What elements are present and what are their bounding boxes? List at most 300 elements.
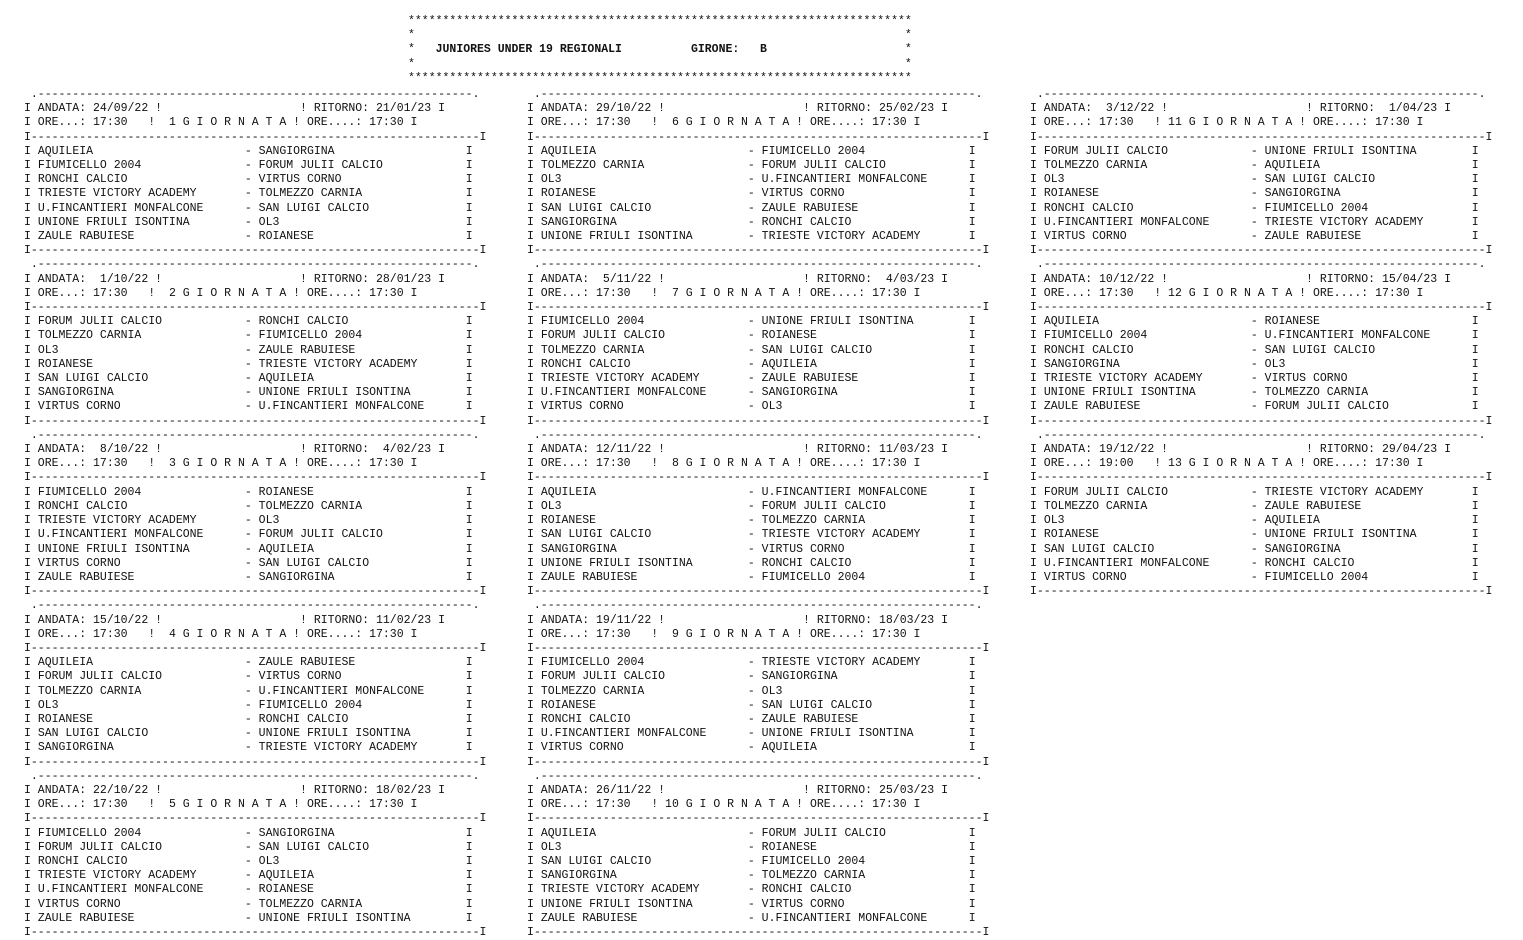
ritorno-date: 29/04/23 [1381, 443, 1438, 457]
away-team: VIRTUS CORNO [258, 173, 459, 187]
andata-date: 1/10/22 [99, 272, 149, 286]
home-team: SANGIORGINA [540, 542, 748, 556]
home-team: SANGIORGINA [37, 386, 245, 400]
match-row: SANGIORGINA - RONCHI CALCIO [540, 215, 962, 229]
away-team: OL3 [761, 684, 962, 698]
match-row: RONCHI CALCIO - OL3 [37, 854, 459, 868]
home-team: OL3 [37, 698, 245, 712]
round-1: .---------------------------------------------------------------. I ANDATA: 24/09/22 ! ! RITORNO: 21/01/23 I I ORE...: 17:30 ! 1 G I O R N A T A ! ORE....: 17:30 I I-----------------------------------------------------------------I I AQUILEIA - SANGIORGINA I I FIUMICELLO 2004 - FORUM JULII CALCIO I I RONCHI CALCIO - VIRTUS CORNO I I TRIESTE VICTORY ACADEMY - TOLMEZZO CARNIA I I U.FINCANTIERI MONFALCONE - SAN LUIGI CALCIO I I UNIONE FRIULI ISONTINA - OL3 I I ZAULE RABUIESE - ROIANESE I I-----------------------------------------------------------------I [24, 88, 487, 258]
home-team: RONCHI CALCIO [1043, 201, 1251, 215]
home-team: OL3 [540, 499, 748, 513]
match-row: U.FINCANTIERI MONFALCONE - UNIONE FRIULI ISONTINA [540, 727, 962, 741]
home-team: U.FINCANTIERI MONFALCONE [37, 201, 245, 215]
ore-andata: 17:30 [596, 286, 631, 300]
away-team: FORUM JULII CALCIO [258, 159, 459, 173]
home-team: RONCHI CALCIO [1043, 343, 1251, 357]
match-row: ROIANESE - RONCHI CALCIO [37, 712, 459, 726]
home-team: UNIONE FRIULI ISONTINA [540, 897, 748, 911]
match-row: FORUM JULII CALCIO - SAN LUIGI CALCIO [37, 840, 459, 854]
match-row: SANGIORGINA - UNIONE FRIULI ISONTINA [37, 386, 459, 400]
home-team: FIUMICELLO 2004 [540, 315, 748, 329]
ore-ritorno: 17:30 [872, 798, 907, 812]
away-team: FIUMICELLO 2004 [761, 144, 962, 158]
home-team: FORUM JULII CALCIO [1043, 144, 1251, 158]
away-team: UNIONE FRIULI ISONTINA [761, 315, 962, 329]
ore-ritorno: 17:30 [872, 627, 907, 641]
home-team: FIUMICELLO 2004 [540, 656, 748, 670]
ritorno-date: 28/01/23 [375, 272, 432, 286]
away-team: ZAULE RABUIESE [761, 372, 962, 386]
match-row: TOLMEZZO CARNIA - AQUILEIA [1043, 159, 1465, 173]
away-team: FORUM JULII CALCIO [761, 826, 962, 840]
away-team: SAN LUIGI CALCIO [258, 556, 459, 570]
away-team: VIRTUS CORNO [1264, 372, 1465, 386]
home-team: ROIANESE [540, 187, 748, 201]
away-team: SAN LUIGI CALCIO [258, 201, 459, 215]
away-team: SANGIORGINA [1264, 542, 1465, 556]
match-row: FIUMICELLO 2004 - SANGIORGINA [37, 826, 459, 840]
match-row: UNIONE FRIULI ISONTINA - VIRTUS CORNO [540, 897, 962, 911]
away-team: SAN LUIGI CALCIO [1264, 173, 1465, 187]
home-team: SANGIORGINA [540, 215, 748, 229]
home-team: FORUM JULII CALCIO [1043, 485, 1251, 499]
match-row: SANGIORGINA - TRIESTE VICTORY ACADEMY [37, 741, 459, 755]
away-team: SAN LUIGI CALCIO [761, 343, 962, 357]
match-row: OL3 - U.FINCANTIERI MONFALCONE [540, 173, 962, 187]
match-row: UNIONE FRIULI ISONTINA - OL3 [37, 215, 459, 229]
andata-date: 15/10/22 [93, 613, 149, 627]
ore-andata: 17:30 [93, 798, 128, 812]
match-row: FORUM JULII CALCIO - ROIANESE [540, 329, 962, 343]
away-team: TRIESTE VICTORY ACADEMY [761, 656, 962, 670]
away-team: TRIESTE VICTORY ACADEMY [258, 357, 459, 371]
home-team: SAN LUIGI CALCIO [540, 201, 748, 215]
match-row: U.FINCANTIERI MONFALCONE - RONCHI CALCIO [1043, 556, 1465, 570]
home-team: FIUMICELLO 2004 [37, 159, 245, 173]
ore-ritorno: 17:30 [872, 116, 907, 130]
away-team: RONCHI CALCIO [761, 556, 962, 570]
home-team: OL3 [540, 173, 748, 187]
home-team: RONCHI CALCIO [540, 357, 748, 371]
round-2: .---------------------------------------------------------------. I ANDATA: 1/10/22 ! ! RITORNO: 28/01/23 I I ORE...: 17:30 ! 2 G I O R N A T A ! ORE....: 17:30 I I-----------------------------------------------------------------I I FORUM JULII CALCIO - RONCHI CALCIO I I TOLMEZZO CARNIA - FIUMICELLO 2004 I I OL3 - ZAULE RABUIESE I I ROIANESE - TRIESTE VICTORY ACADEMY I I SAN LUIGI CALCIO - AQUILEIA I I SANGIORGINA - UNIONE FRIULI ISONTINA I I VIRTUS CORNO - U.FINCANTIERI MONFALCONE I I-----------------------------------------------------------------I [24, 258, 487, 428]
match-row: SANGIORGINA - VIRTUS CORNO [540, 542, 962, 556]
round-3: .---------------------------------------------------------------. I ANDATA: 8/10/22 ! ! RITORNO: 4/02/23 I I ORE...: 17:30 ! 3 G I O R N A T A ! ORE....: 17:30 I I-----------------------------------------------------------------I I FIUMICELLO 2004 - ROIANESE I I RONCHI CALCIO - TOLMEZZO CARNIA I I TRIESTE VICTORY ACADEMY - OL3 I I U.FINCANTIERI MONFALCONE - FORUM JULII CALCIO I I UNIONE FRIULI ISONTINA - AQUILEIA I I VIRTUS CORNO - SAN LUIGI CALCIO I I ZAULE RABUIESE - SANGIORGINA I I-----------------------------------------------------------------I [24, 428, 487, 599]
match-row: OL3 - ROIANESE [540, 840, 962, 854]
away-team: ROIANESE [258, 485, 459, 499]
match-row: U.FINCANTIERI MONFALCONE - FORUM JULII CALCIO [37, 528, 459, 542]
away-team: FORUM JULII CALCIO [761, 499, 962, 513]
ore-ritorno: 17:30 [369, 798, 404, 812]
ore-ritorno: 17:30 [1375, 116, 1410, 130]
match-row: OL3 - AQUILEIA [1043, 514, 1465, 528]
home-team: OL3 [37, 343, 245, 357]
home-team: TRIESTE VICTORY ACADEMY [1043, 372, 1251, 386]
match-row: AQUILEIA - ZAULE RABUIESE [37, 656, 459, 670]
ritorno-date: 18/02/23 [375, 783, 432, 797]
ore-andata: 17:30 [596, 457, 631, 471]
home-team: ROIANESE [1043, 528, 1251, 542]
match-row: ZAULE RABUIESE - SANGIORGINA [37, 570, 459, 584]
andata-date: 24/09/22 [93, 102, 149, 116]
away-team: AQUILEIA [1264, 159, 1465, 173]
match-row: ROIANESE - SAN LUIGI CALCIO [540, 698, 962, 712]
match-row: SAN LUIGI CALCIO - ZAULE RABUIESE [540, 201, 962, 215]
away-team: ZAULE RABUIESE [258, 656, 459, 670]
ore-andata: 17:30 [596, 116, 631, 130]
away-team: RONCHI CALCIO [1264, 556, 1465, 570]
home-team: U.FINCANTIERI MONFALCONE [37, 528, 245, 542]
ore-andata: 17:30 [1099, 286, 1134, 300]
match-row: AQUILEIA - ROIANESE [1043, 315, 1465, 329]
match-row: OL3 - ZAULE RABUIESE [37, 343, 459, 357]
match-row: VIRTUS CORNO - OL3 [540, 400, 962, 414]
andata-date: 10/12/22 [1099, 272, 1155, 286]
home-team: VIRTUS CORNO [540, 400, 748, 414]
home-team: AQUILEIA [540, 485, 748, 499]
column-2 [527, 88, 989, 940]
home-team: SAN LUIGI CALCIO [1043, 542, 1251, 556]
match-row: UNIONE FRIULI ISONTINA - TRIESTE VICTORY ACADEMY [540, 230, 962, 244]
home-team: AQUILEIA [540, 144, 748, 158]
column-3 [1030, 88, 1492, 599]
page-title: JUNIORES UNDER 19 REGIONALI [435, 43, 622, 57]
andata-date: 19/11/22 [596, 613, 652, 627]
away-team: UNIONE FRIULI ISONTINA [761, 727, 962, 741]
match-row: U.FINCANTIERI MONFALCONE - SAN LUIGI CALCIO [37, 201, 459, 215]
home-team: UNIONE FRIULI ISONTINA [37, 542, 245, 556]
away-team: SANGIORGINA [258, 826, 459, 840]
away-team: TOLMEZZO CARNIA [258, 897, 459, 911]
home-team: FORUM JULII CALCIO [37, 315, 245, 329]
ore-ritorno: 17:30 [1375, 457, 1410, 471]
away-team: ZAULE RABUIESE [258, 343, 459, 357]
match-row: RONCHI CALCIO - ZAULE RABUIESE [540, 712, 962, 726]
away-team: SANGIORGINA [258, 144, 459, 158]
away-team: U.FINCANTIERI MONFALCONE [761, 485, 962, 499]
home-team: ZAULE RABUIESE [37, 230, 245, 244]
away-team: AQUILEIA [1264, 514, 1465, 528]
match-row: SAN LUIGI CALCIO - TRIESTE VICTORY ACADEMY [540, 528, 962, 542]
away-team: TOLMEZZO CARNIA [258, 187, 459, 201]
home-team: ROIANESE [540, 514, 748, 528]
away-team: TOLMEZZO CARNIA [1264, 386, 1465, 400]
away-team: U.FINCANTIERI MONFALCONE [258, 400, 459, 414]
title-block: ************************************************************************* * * * JUNIORES UNDER 19 REGIONALI GIRONE: B * * * ************************************************************************* [408, 15, 912, 85]
match-row: SAN LUIGI CALCIO - SANGIORGINA [1043, 542, 1465, 556]
home-team: UNIONE FRIULI ISONTINA [37, 215, 245, 229]
away-team: ZAULE RABUIESE [1264, 230, 1465, 244]
match-row: TOLMEZZO CARNIA - OL3 [540, 684, 962, 698]
away-team: SANGIORGINA [761, 670, 962, 684]
home-team: SAN LUIGI CALCIO [37, 372, 245, 386]
away-team: U.FINCANTIERI MONFALCONE [258, 684, 459, 698]
match-row: TRIESTE VICTORY ACADEMY - ZAULE RABUIESE [540, 372, 962, 386]
away-team: SANGIORGINA [1264, 187, 1465, 201]
home-team: ROIANESE [1043, 187, 1251, 201]
home-team: TOLMEZZO CARNIA [37, 329, 245, 343]
home-team: ROIANESE [540, 698, 748, 712]
away-team: FIUMICELLO 2004 [761, 854, 962, 868]
ore-ritorno: 17:30 [872, 457, 907, 471]
away-team: AQUILEIA [258, 372, 459, 386]
ritorno-date: 4/02/23 [382, 443, 432, 457]
match-row: AQUILEIA - SANGIORGINA [37, 144, 459, 158]
round-5: .---------------------------------------------------------------. I ANDATA: 22/10/22 ! ! RITORNO: 18/02/23 I I ORE...: 17:30 ! 5 G I O R N A T A ! ORE....: 17:30 I I-----------------------------------------------------------------I I FIUMICELLO 2004 - SANGIORGINA I I FORUM JULII CALCIO - SAN LUIGI CALCIO I I RONCHI CALCIO - OL3 I I TRIESTE VICTORY ACADEMY - AQUILEIA I I U.FINCANTIERI MONFALCONE - ROIANESE I I VIRTUS CORNO - TOLMEZZO CARNIA I I ZAULE RABUIESE - UNIONE FRIULI ISONTINA I I-----------------------------------------------------------------I [24, 769, 487, 939]
home-team: ZAULE RABUIESE [540, 570, 748, 584]
match-row: TRIESTE VICTORY ACADEMY - AQUILEIA [37, 869, 459, 883]
home-team: TRIESTE VICTORY ACADEMY [37, 187, 245, 201]
home-team: UNIONE FRIULI ISONTINA [1043, 386, 1251, 400]
match-row: RONCHI CALCIO - SAN LUIGI CALCIO [1043, 343, 1465, 357]
match-row: ROIANESE - TRIESTE VICTORY ACADEMY [37, 357, 459, 371]
match-row: RONCHI CALCIO - VIRTUS CORNO [37, 173, 459, 187]
match-row: ROIANESE - UNIONE FRIULI ISONTINA [1043, 528, 1465, 542]
home-team: TOLMEZZO CARNIA [540, 343, 748, 357]
match-row: FIUMICELLO 2004 - UNIONE FRIULI ISONTINA [540, 315, 962, 329]
round-4: .---------------------------------------------------------------. I ANDATA: 15/10/22 ! ! RITORNO: 11/02/23 I I ORE...: 17:30 ! 4 G I O R N A T A ! ORE....: 17:30 I I-----------------------------------------------------------------I I AQUILEIA - ZAULE RABUIESE I I FORUM JULII CALCIO - VIRTUS CORNO I I TOLMEZZO CARNIA - U.FINCANTIERI MONFALCONE I I OL3 - FIUMICELLO 2004 I I ROIANESE - RONCHI CALCIO I I SAN LUIGI CALCIO - UNIONE FRIULI ISONTINA I I SANGIORGINA - TRIESTE VICTORY ACADEMY I I-----------------------------------------------------------------I [24, 599, 487, 769]
ore-ritorno: 17:30 [369, 457, 404, 471]
home-team: VIRTUS CORNO [37, 400, 245, 414]
home-team: TOLMEZZO CARNIA [37, 684, 245, 698]
home-team: UNIONE FRIULI ISONTINA [540, 556, 748, 570]
ritorno-date: 18/03/23 [878, 613, 935, 627]
andata-date: 19/12/22 [1099, 443, 1155, 457]
home-team: VIRTUS CORNO [37, 556, 245, 570]
ore-andata: 17:30 [596, 627, 631, 641]
away-team: UNIONE FRIULI ISONTINA [258, 911, 459, 925]
away-team: TRIESTE VICTORY ACADEMY [761, 230, 962, 244]
away-team: ROIANESE [1264, 315, 1465, 329]
away-team: AQUILEIA [258, 542, 459, 556]
home-team: ZAULE RABUIESE [37, 911, 245, 925]
round-8: .---------------------------------------------------------------. I ANDATA: 12/11/22 ! ! RITORNO: 11/03/23 I I ORE...: 17:30 ! 8 G I O R N A T A ! ORE....: 17:30 I I-----------------------------------------------------------------I I AQUILEIA - U.FINCANTIERI MONFALCONE I I OL3 - FORUM JULII CALCIO I I ROIANESE - TOLMEZZO CARNIA I I SAN LUIGI CALCIO - TRIESTE VICTORY ACADEMY I I SANGIORGINA - VIRTUS CORNO I I UNIONE FRIULI ISONTINA - RONCHI CALCIO I I ZAULE RABUIESE - FIUMICELLO 2004 I I-----------------------------------------------------------------I [527, 428, 990, 599]
ore-andata: 17:30 [93, 457, 128, 471]
home-team: RONCHI CALCIO [37, 854, 245, 868]
away-team: RONCHI CALCIO [258, 712, 459, 726]
ritorno-date: 1/04/23 [1388, 102, 1438, 116]
match-row: ROIANESE - TOLMEZZO CARNIA [540, 514, 962, 528]
match-row: FORUM JULII CALCIO - VIRTUS CORNO [37, 670, 459, 684]
match-row: UNIONE FRIULI ISONTINA - AQUILEIA [37, 542, 459, 556]
away-team: VIRTUS CORNO [761, 187, 962, 201]
andata-date: 3/12/22 [1105, 102, 1155, 116]
home-team: RONCHI CALCIO [540, 712, 748, 726]
match-row: TOLMEZZO CARNIA - SAN LUIGI CALCIO [540, 343, 962, 357]
home-team: U.FINCANTIERI MONFALCONE [1043, 556, 1251, 570]
match-row: SANGIORGINA - TOLMEZZO CARNIA [540, 869, 962, 883]
andata-date: 8/10/22 [99, 443, 149, 457]
home-team: ZAULE RABUIESE [37, 570, 245, 584]
home-team: TOLMEZZO CARNIA [540, 159, 748, 173]
andata-date: 12/11/22 [596, 443, 652, 457]
ritorno-date: 11/03/23 [878, 443, 935, 457]
home-team: FIUMICELLO 2004 [1043, 329, 1251, 343]
away-team: U.FINCANTIERI MONFALCONE [1264, 329, 1465, 343]
match-row: AQUILEIA - FIUMICELLO 2004 [540, 144, 962, 158]
match-row: OL3 - FORUM JULII CALCIO [540, 499, 962, 513]
away-team: RONCHI CALCIO [258, 315, 459, 329]
home-team: TOLMEZZO CARNIA [1043, 499, 1251, 513]
home-team: FIUMICELLO 2004 [37, 485, 245, 499]
round-13: .---------------------------------------------------------------. I ANDATA: 19/12/22 ! ! RITORNO: 29/04/23 I I ORE...: 19:00 ! 13 G I O R N A T A ! ORE....: 17:30 I I-----------------------------------------------------------------I I FORUM JULII CALCIO - TRIESTE VICTORY ACADEMY I I TOLMEZZO CARNIA - ZAULE RABUIESE I I OL3 - AQUILEIA I I ROIANESE - UNIONE FRIULI ISONTINA I I SAN LUIGI CALCIO - SANGIORGINA I I U.FINCANTIERI MONFALCONE - RONCHI CALCIO I I VIRTUS CORNO - FIUMICELLO 2004 I I-----------------------------------------------------------------I [1030, 428, 1493, 599]
home-team: UNIONE FRIULI ISONTINA [540, 230, 748, 244]
away-team: ROIANESE [258, 230, 459, 244]
round-12: .---------------------------------------------------------------. I ANDATA: 10/12/22 ! ! RITORNO: 15/04/23 I I ORE...: 17:30 ! 12 G I O R N A T A ! ORE....: 17:30 I I-----------------------------------------------------------------I I AQUILEIA - ROIANESE I I FIUMICELLO 2004 - U.FINCANTIERI MONFALCONE I I RONCHI CALCIO - SAN LUIGI CALCIO I I SANGIORGINA - OL3 I I TRIESTE VICTORY ACADEMY - VIRTUS CORNO I I UNIONE FRIULI ISONTINA - TOLMEZZO CARNIA I I ZAULE RABUIESE - FORUM JULII CALCIO I I-----------------------------------------------------------------I [1030, 258, 1493, 428]
home-team: OL3 [1043, 173, 1251, 187]
round-11: .---------------------------------------------------------------. I ANDATA: 3/12/22 ! ! RITORNO: 1/04/23 I I ORE...: 17:30 ! 11 G I O R N A T A ! ORE....: 17:30 I I-----------------------------------------------------------------I I FORUM JULII CALCIO - UNIONE FRIULI ISONTINA I I TOLMEZZO CARNIA - AQUILEIA I I OL3 - SAN LUIGI CALCIO I I ROIANESE - SANGIORGINA I I RONCHI CALCIO - FIUMICELLO 2004 I I U.FINCANTIERI MONFALCONE - TRIESTE VICTORY ACADEMY I I VIRTUS CORNO - ZAULE RABUIESE I I-----------------------------------------------------------------I [1030, 88, 1493, 258]
away-team: VIRTUS CORNO [761, 542, 962, 556]
match-row: TRIESTE VICTORY ACADEMY - OL3 [37, 514, 459, 528]
home-team: FORUM JULII CALCIO [540, 670, 748, 684]
match-row: ZAULE RABUIESE - FORUM JULII CALCIO [1043, 400, 1465, 414]
home-team: RONCHI CALCIO [37, 499, 245, 513]
match-row: RONCHI CALCIO - AQUILEIA [540, 357, 962, 371]
away-team: SAN LUIGI CALCIO [761, 698, 962, 712]
away-team: TOLMEZZO CARNIA [258, 499, 459, 513]
match-row: OL3 - SAN LUIGI CALCIO [1043, 173, 1465, 187]
home-team: OL3 [540, 840, 748, 854]
match-row: TOLMEZZO CARNIA - FIUMICELLO 2004 [37, 329, 459, 343]
match-row: SAN LUIGI CALCIO - FIUMICELLO 2004 [540, 854, 962, 868]
home-team: TOLMEZZO CARNIA [540, 684, 748, 698]
home-team: U.FINCANTIERI MONFALCONE [37, 883, 245, 897]
match-row: SANGIORGINA - OL3 [1043, 357, 1465, 371]
match-row: ZAULE RABUIESE - U.FINCANTIERI MONFALCONE [540, 911, 962, 925]
match-row: U.FINCANTIERI MONFALCONE - TRIESTE VICTORY ACADEMY [1043, 215, 1465, 229]
home-team: AQUILEIA [1043, 315, 1251, 329]
match-row: ZAULE RABUIESE - UNIONE FRIULI ISONTINA [37, 911, 459, 925]
ritorno-date: 21/01/23 [375, 102, 432, 116]
away-team: ROIANESE [258, 883, 459, 897]
ritorno-date: 11/02/23 [375, 613, 432, 627]
away-team: SANGIORGINA [761, 386, 962, 400]
match-row: FORUM JULII CALCIO - SANGIORGINA [540, 670, 962, 684]
away-team: SANGIORGINA [258, 570, 459, 584]
away-team: OL3 [761, 400, 962, 414]
away-team: OL3 [258, 514, 459, 528]
ore-andata: 17:30 [596, 798, 631, 812]
match-row: VIRTUS CORNO - TOLMEZZO CARNIA [37, 897, 459, 911]
away-team: OL3 [258, 854, 459, 868]
match-row: U.FINCANTIERI MONFALCONE - SANGIORGINA [540, 386, 962, 400]
match-row: VIRTUS CORNO - SAN LUIGI CALCIO [37, 556, 459, 570]
match-row: FIUMICELLO 2004 - U.FINCANTIERI MONFALCONE [1043, 329, 1465, 343]
column-1 [24, 88, 486, 940]
andata-date: 22/10/22 [93, 783, 149, 797]
home-team: VIRTUS CORNO [1043, 570, 1251, 584]
away-team: TRIESTE VICTORY ACADEMY [258, 741, 459, 755]
ore-ritorno: 17:30 [369, 286, 404, 300]
home-team: SAN LUIGI CALCIO [540, 854, 748, 868]
match-row: VIRTUS CORNO - AQUILEIA [540, 741, 962, 755]
home-team: ROIANESE [37, 712, 245, 726]
home-team: SANGIORGINA [37, 741, 245, 755]
away-team: ROIANESE [761, 329, 962, 343]
away-team: TOLMEZZO CARNIA [761, 514, 962, 528]
home-team: TRIESTE VICTORY ACADEMY [540, 372, 748, 386]
away-team: U.FINCANTIERI MONFALCONE [761, 911, 962, 925]
away-team: UNIONE FRIULI ISONTINA [1264, 528, 1465, 542]
match-row: FORUM JULII CALCIO - TRIESTE VICTORY ACADEMY [1043, 485, 1465, 499]
away-team: RONCHI CALCIO [761, 883, 962, 897]
match-row: ROIANESE - SANGIORGINA [1043, 187, 1465, 201]
round-6: .---------------------------------------------------------------. I ANDATA: 29/10/22 ! ! RITORNO: 25/02/23 I I ORE...: 17:30 ! 6 G I O R N A T A ! ORE....: 17:30 I I-----------------------------------------------------------------I I AQUILEIA - FIUMICELLO 2004 I I TOLMEZZO CARNIA - FORUM JULII CALCIO I I OL3 - U.FINCANTIERI MONFALCONE I I ROIANESE - VIRTUS CORNO I I SAN LUIGI CALCIO - ZAULE RABUIESE I I SANGIORGINA - RONCHI CALCIO I I UNIONE FRIULI ISONTINA - TRIESTE VICTORY ACADEMY I I-----------------------------------------------------------------I [527, 88, 990, 258]
away-team: AQUILEIA [761, 741, 962, 755]
away-team: SAN LUIGI CALCIO [258, 840, 459, 854]
match-row: FIUMICELLO 2004 - FORUM JULII CALCIO [37, 159, 459, 173]
home-team: VIRTUS CORNO [540, 741, 748, 755]
ore-andata: 17:30 [1099, 116, 1134, 130]
ritorno-date: 25/02/23 [878, 102, 935, 116]
home-team: U.FINCANTIERI MONFALCONE [540, 727, 748, 741]
away-team: ZAULE RABUIESE [761, 201, 962, 215]
home-team: TRIESTE VICTORY ACADEMY [37, 514, 245, 528]
home-team: ROIANESE [37, 357, 245, 371]
away-team: FORUM JULII CALCIO [258, 528, 459, 542]
ore-ritorno: 17:30 [369, 116, 404, 130]
round-9: .---------------------------------------------------------------. I ANDATA: 19/11/22 ! ! RITORNO: 18/03/23 I I ORE...: 17:30 ! 9 G I O R N A T A ! ORE....: 17:30 I I-----------------------------------------------------------------I I FIUMICELLO 2004 - TRIESTE VICTORY ACADEMY I I FORUM JULII CALCIO - SANGIORGINA I I TOLMEZZO CARNIA - OL3 I I ROIANESE - SAN LUIGI CALCIO I I RONCHI CALCIO - ZAULE RABUIESE I I U.FINCANTIERI MONFALCONE - UNIONE FRIULI ISONTINA I I VIRTUS CORNO - AQUILEIA I I-----------------------------------------------------------------I [527, 599, 990, 769]
home-team: SAN LUIGI CALCIO [37, 727, 245, 741]
match-row: TRIESTE VICTORY ACADEMY - TOLMEZZO CARNIA [37, 187, 459, 201]
round-10: .---------------------------------------------------------------. I ANDATA: 26/11/22 ! ! RITORNO: 25/03/23 I I ORE...: 17:30 ! 10 G I O R N A T A ! ORE....: 17:30 I I-----------------------------------------------------------------I I AQUILEIA - FORUM JULII CALCIO I I OL3 - ROIANESE I I SAN LUIGI CALCIO - FIUMICELLO 2004 I I SANGIORGINA - TOLMEZZO CARNIA I I TRIESTE VICTORY ACADEMY - RONCHI CALCIO I I UNIONE FRIULI ISONTINA - VIRTUS CORNO I I ZAULE RABUIESE - U.FINCANTIERI MONFALCONE I I-----------------------------------------------------------------I [527, 769, 990, 939]
ore-ritorno: 17:30 [1375, 286, 1410, 300]
away-team: VIRTUS CORNO [258, 670, 459, 684]
away-team: FIUMICELLO 2004 [258, 698, 459, 712]
round-7: .---------------------------------------------------------------. I ANDATA: 5/11/22 ! ! RITORNO: 4/03/23 I I ORE...: 17:30 ! 7 G I O R N A T A ! ORE....: 17:30 I I-----------------------------------------------------------------I I FIUMICELLO 2004 - UNIONE FRIULI ISONTINA I I FORUM JULII CALCIO - ROIANESE I I TOLMEZZO CARNIA - SAN LUIGI CALCIO I I RONCHI CALCIO - AQUILEIA I I TRIESTE VICTORY ACADEMY - ZAULE RABUIESE I I U.FINCANTIERI MONFALCONE - SANGIORGINA I I VIRTUS CORNO - OL3 I I-----------------------------------------------------------------I [527, 258, 990, 428]
ore-andata: 17:30 [93, 627, 128, 641]
match-row: SAN LUIGI CALCIO - UNIONE FRIULI ISONTINA [37, 727, 459, 741]
away-team: FIUMICELLO 2004 [761, 570, 962, 584]
home-team: RONCHI CALCIO [37, 173, 245, 187]
match-row: ZAULE RABUIESE - ROIANESE [37, 230, 459, 244]
ore-ritorno: 17:30 [369, 627, 404, 641]
away-team: UNIONE FRIULI ISONTINA [1264, 144, 1465, 158]
match-row: U.FINCANTIERI MONFALCONE - ROIANESE [37, 883, 459, 897]
match-row: TOLMEZZO CARNIA - U.FINCANTIERI MONFALCONE [37, 684, 459, 698]
away-team: SAN LUIGI CALCIO [1264, 343, 1465, 357]
home-team: FORUM JULII CALCIO [37, 670, 245, 684]
away-team: TRIESTE VICTORY ACADEMY [761, 528, 962, 542]
away-team: FORUM JULII CALCIO [1264, 400, 1465, 414]
away-team: FIUMICELLO 2004 [1264, 201, 1465, 215]
match-row: RONCHI CALCIO - TOLMEZZO CARNIA [37, 499, 459, 513]
home-team: TRIESTE VICTORY ACADEMY [37, 869, 245, 883]
match-row: FORUM JULII CALCIO - UNIONE FRIULI ISONTINA [1043, 144, 1465, 158]
away-team: OL3 [258, 215, 459, 229]
home-team: SANGIORGINA [540, 869, 748, 883]
home-team: VIRTUS CORNO [37, 897, 245, 911]
ore-ritorno: 17:30 [872, 286, 907, 300]
home-team: SANGIORGINA [1043, 357, 1251, 371]
home-team: FIUMICELLO 2004 [37, 826, 245, 840]
home-team: TRIESTE VICTORY ACADEMY [540, 883, 748, 897]
match-row: TRIESTE VICTORY ACADEMY - VIRTUS CORNO [1043, 372, 1465, 386]
ritorno-date: 4/03/23 [885, 272, 935, 286]
away-team: ZAULE RABUIESE [1264, 499, 1465, 513]
match-row: VIRTUS CORNO - FIUMICELLO 2004 [1043, 570, 1465, 584]
away-team: TRIESTE VICTORY ACADEMY [1264, 485, 1465, 499]
ritorno-date: 15/04/23 [1381, 272, 1438, 286]
andata-date: 26/11/22 [596, 783, 652, 797]
home-team: U.FINCANTIERI MONFALCONE [540, 386, 748, 400]
home-team: ZAULE RABUIESE [1043, 400, 1251, 414]
home-team: TOLMEZZO CARNIA [1043, 159, 1251, 173]
ore-andata: 19:00 [1099, 457, 1134, 471]
home-team: ZAULE RABUIESE [540, 911, 748, 925]
match-row: UNIONE FRIULI ISONTINA - TOLMEZZO CARNIA [1043, 386, 1465, 400]
away-team: ROIANESE [761, 840, 962, 854]
away-team: U.FINCANTIERI MONFALCONE [761, 173, 962, 187]
